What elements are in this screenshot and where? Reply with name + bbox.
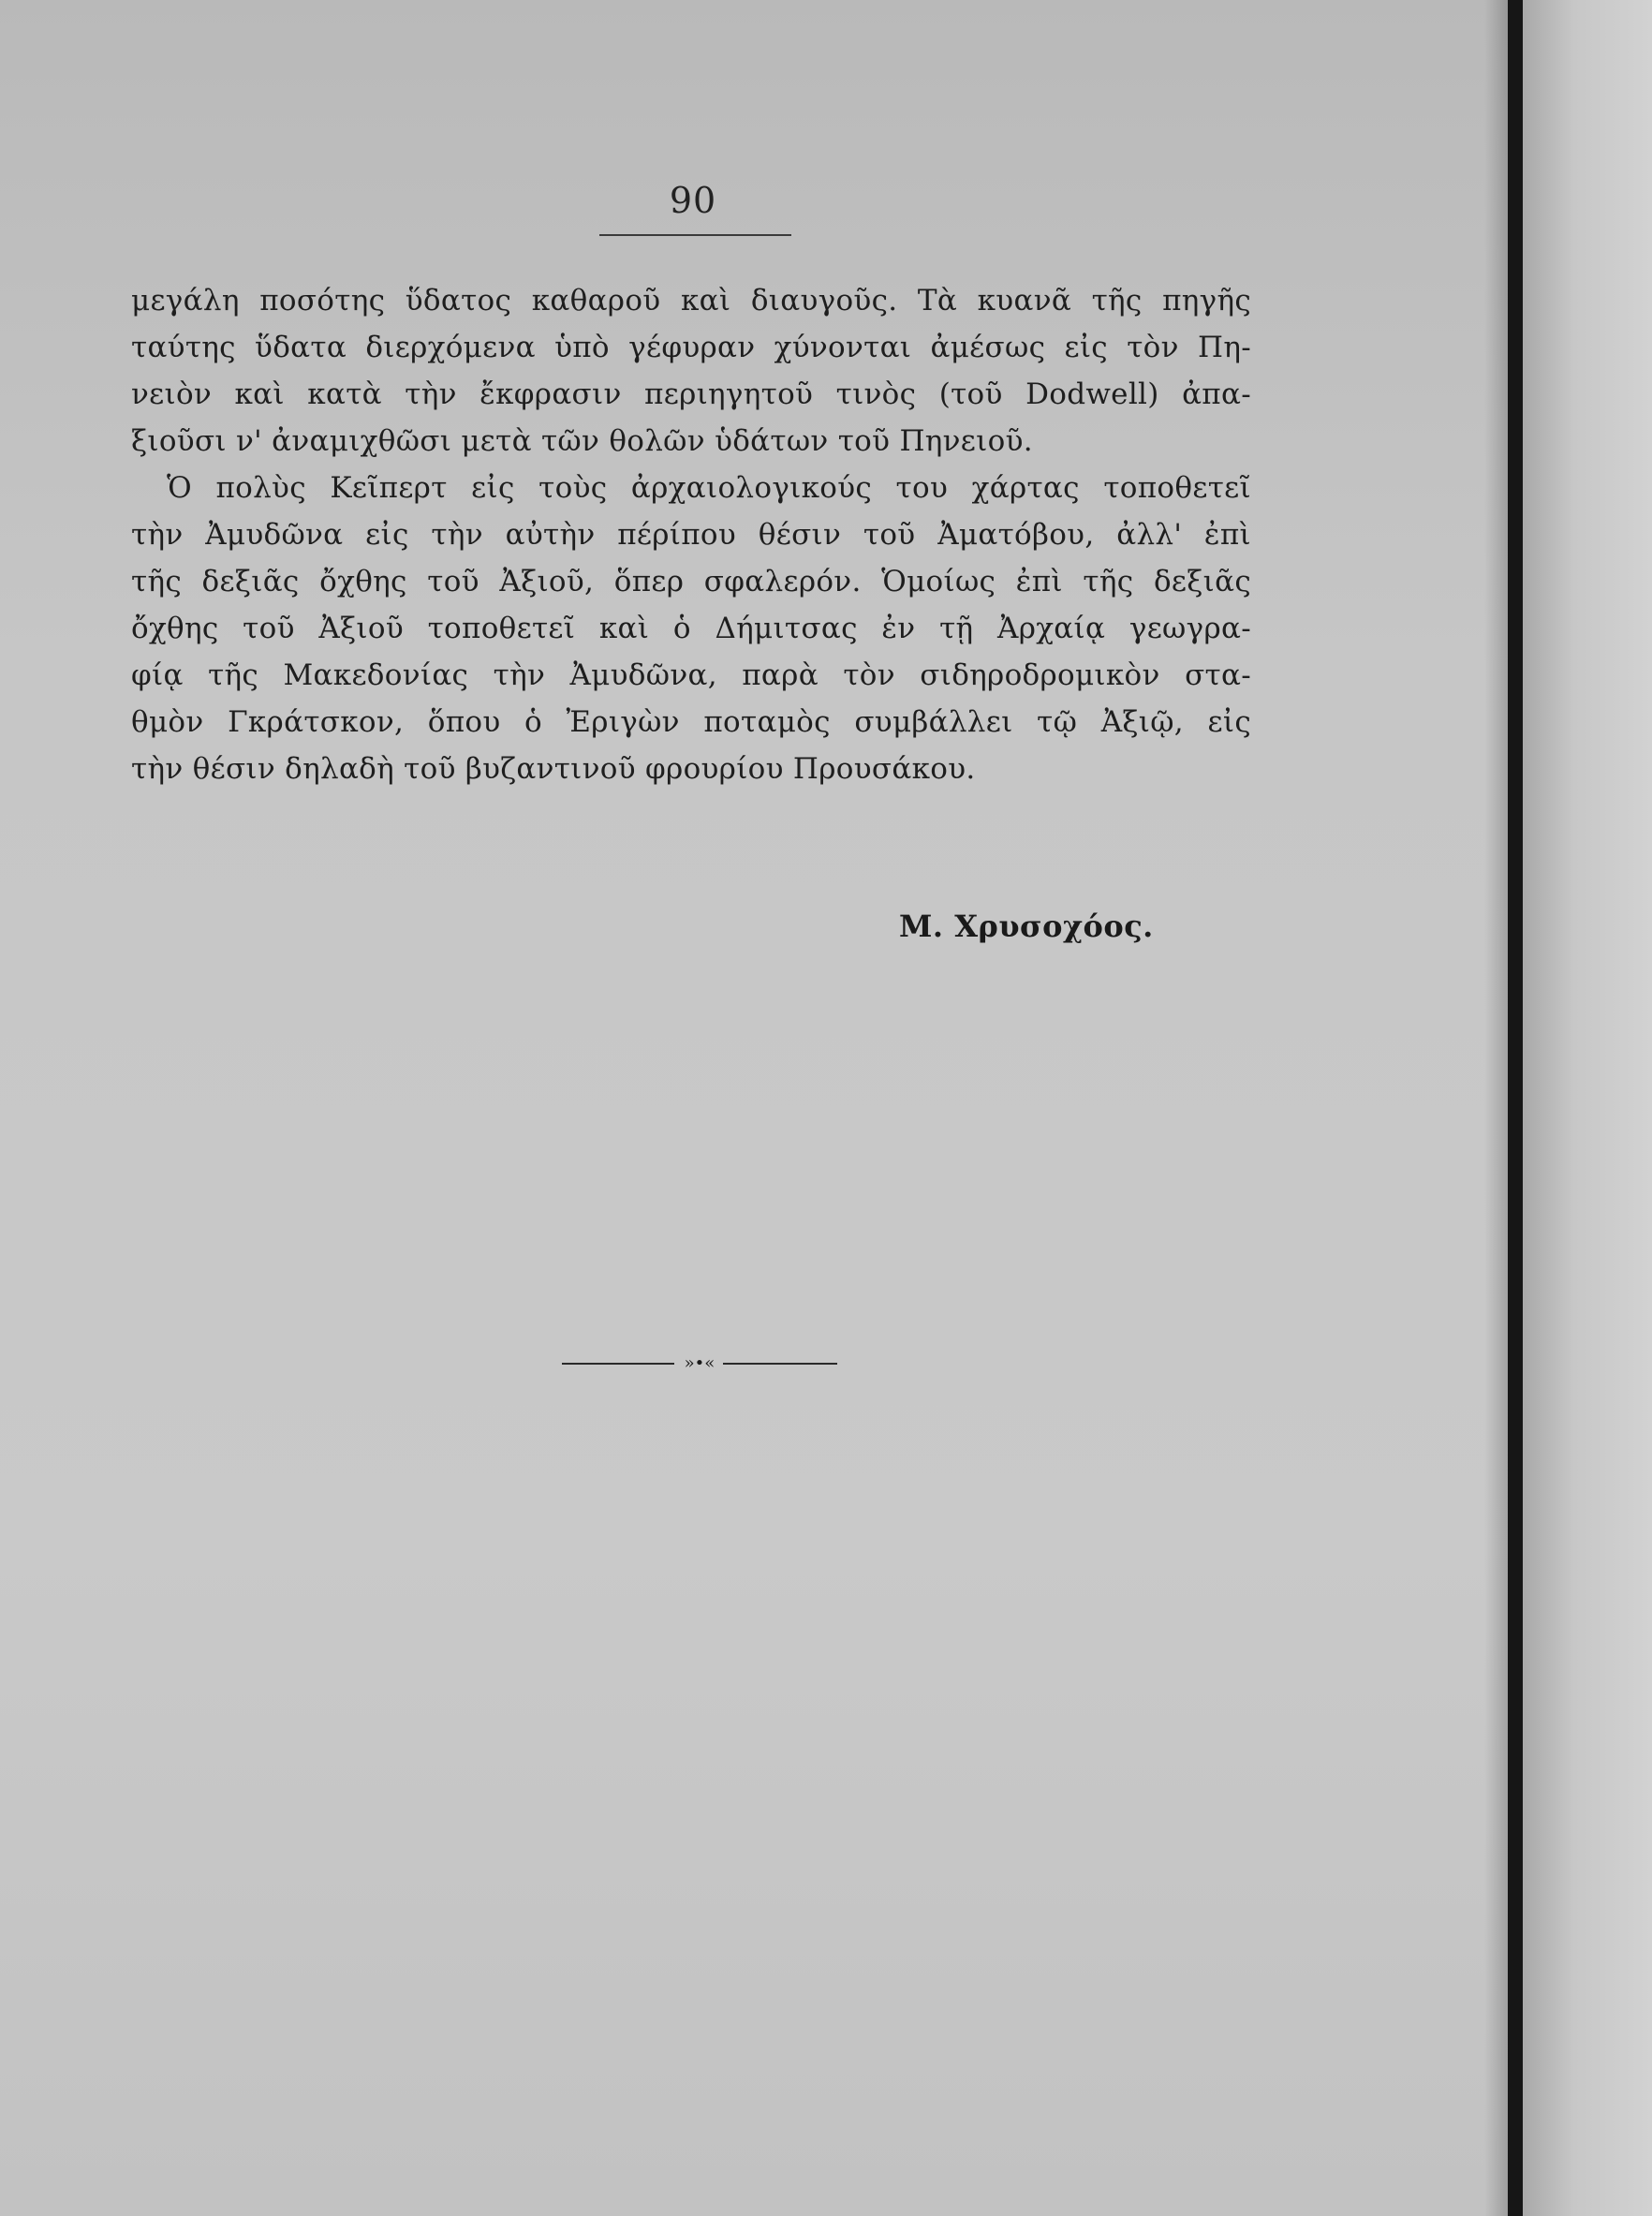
text-line: τὴν Ἀμυδῶνα εἰς τὴν αὐτὴν πέρίπου θέσιν τοῦ Ἀματόβου, ἀλλ' ἐπὶ <box>131 518 1251 552</box>
text-line: νειὸν καὶ κατὰ τὴν ἔκφρασιν περιηγητοῦ τινὸς (τοῦ Dodwell) ἀπα- <box>131 377 1251 411</box>
ornament-rule-right <box>723 1363 837 1365</box>
text-line: μεγάλη ποσότης ὕδατος καθαροῦ καὶ διαυγοῦς. Τὰ κυανᾶ τῆς πηγῆς <box>131 284 1251 318</box>
body-text <box>131 277 1251 792</box>
adjacent-page-edge <box>1523 0 1652 2216</box>
text-line: Ὁ πολὺς Κεῖπερτ εἰς τοὺς ἀρχαιολογικούς του χάρτας τοποθετεῖ <box>167 471 1251 505</box>
text-line: ὄχθης τοῦ Ἀξιοῦ τοποθετεῖ καὶ ὁ Δήμιτσας ἐν τῇ Ἀρχαίᾳ γεωγρα- <box>131 612 1251 645</box>
text-line: τὴν θέσιν δηλαδὴ τοῦ βυζαντινοῦ φρουρίου Προυσάκου. <box>131 752 976 786</box>
ornament-rule-left <box>562 1363 674 1365</box>
text-line: θμὸν Γκράτσκον, ὅπου ὁ Ἐριγὼν ποταμὸς συμβάλλει τῷ Ἀξιῷ, εἰς <box>131 705 1251 739</box>
book-binding <box>1508 0 1523 2216</box>
text-line: τῆς δεξιᾶς ὄχθης τοῦ Ἀξιοῦ, ὅπερ σφαλερόν. Ὁμοίως ἐπὶ τῆς δεξιᾶς <box>131 565 1251 598</box>
page-number: 90 <box>669 180 717 221</box>
page-number-rule <box>599 234 791 236</box>
end-ornament <box>562 1354 837 1373</box>
ornament-center: »•« <box>684 1353 715 1373</box>
text-line: ταύτης ὕδατα διερχόμενα ὑπὸ γέφυραν χύνονται ἀμέσως εἰς τὸν Πη- <box>131 331 1251 364</box>
text-line: ξιοῦσι ν' ἀναμιχθῶσι μετὰ τῶν θολῶν ὑδάτων τοῦ Πηνειοῦ. <box>131 424 1033 458</box>
text-line: φίᾳ τῆς Μακεδονίας τὴν Ἀμυδῶνα, παρὰ τὸν σιδηροδρομικὸν στα- <box>131 658 1251 692</box>
author-signature: Μ. Χρυσοχόος. <box>899 909 1154 944</box>
